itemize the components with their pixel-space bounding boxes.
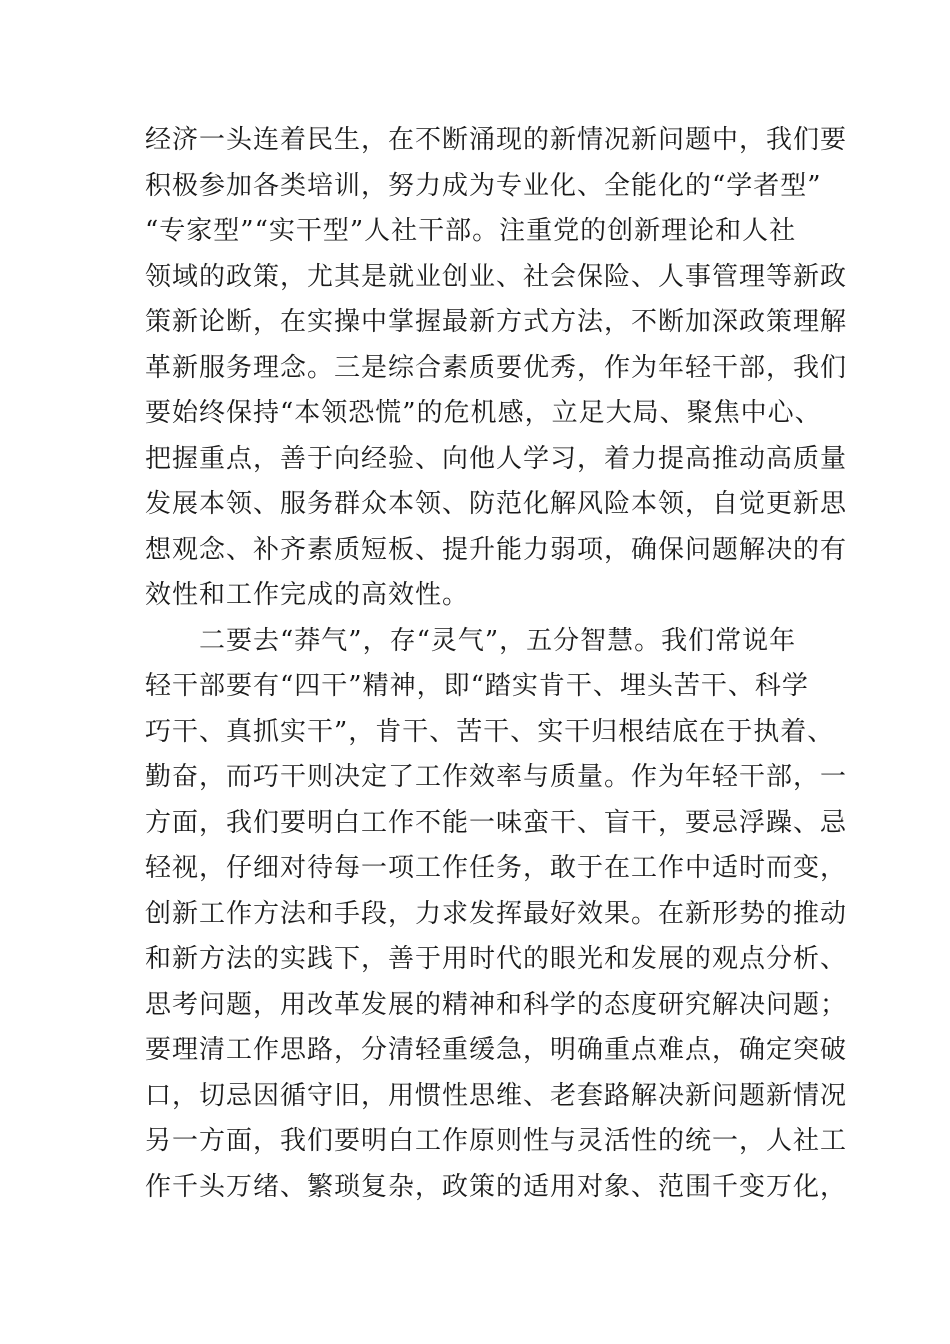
paragraph-start-line: 二要去“莽气”，存“灵气”，五分智慧。我们常说年 xyxy=(199,625,797,656)
text-line: 另一方面，我们要明白工作原则性与灵活性的统一，人社工 xyxy=(145,1126,848,1156)
text-line: 发展本领、服务群众本领、防范化解风险本领，自觉更新思 xyxy=(145,489,848,519)
text-line: 要始终保持“本领恐慌”的危机感，立足大局、聚焦中心、 xyxy=(145,398,822,428)
text-line: 思考问题，用改革发展的精神和科学的态度研究解决问题； xyxy=(145,989,848,1020)
text-line: 要理清工作思路，分清轻重缓急，明确重点难点，确定突破 xyxy=(145,1035,848,1065)
text-line: 把握重点，善于向经验、向他人学习，着力提高推动高质量 xyxy=(145,443,848,474)
text-line: 策新论断，在实操中掌握最新方式方法，不断加深政策理解 xyxy=(145,307,848,337)
text-line: 领域的政策，尤其是就业创业、社会保险、人事管理等新政 xyxy=(145,261,848,292)
text-line: 积极参加各类培训，努力成为专业化、全能化的“学者型” xyxy=(145,170,822,201)
text-line: 勤奋，而巧干则决定了工作效率与质量。作为年轻干部，一 xyxy=(145,762,848,792)
text-line: 创新工作方法和手段，力求发挥最好效果。在新形势的推动 xyxy=(145,898,848,929)
text-line: 巧干、真抓实干”，肯干、苦干、实干归根结底在于执着、 xyxy=(145,716,835,747)
text-line: 作千头万绪、繁琐复杂，政策的适用对象、范围千变万化， xyxy=(145,1171,848,1202)
text-line: 轻视，仔细对待每一项工作任务，敢于在工作中适时而变， xyxy=(145,853,848,883)
text-line: 革新服务理念。三是综合素质要优秀，作为年轻干部，我们 xyxy=(145,352,848,383)
text-line: 轻干部要有“四干”精神，即“踏实肯干、埋头苦干、科学 xyxy=(145,671,809,701)
text-line: 和新方法的实践下，善于用时代的眼光和发展的观点分析、 xyxy=(145,944,848,974)
text-line: 效性和工作完成的高效性。 xyxy=(145,580,470,610)
text-line: 口，切忌因循守旧，用惯性思维、老套路解决新问题新情况 xyxy=(145,1080,848,1111)
text-line: 经济一头连着民生，在不断涌现的新情况新问题中，我们要 xyxy=(145,125,848,155)
text-line: 想观念、补齐素质短板、提升能力弱项，确保问题解决的有 xyxy=(145,534,848,565)
text-line: 方面，我们要明白工作不能一味蛮干、盲干，要忌浮躁、忌 xyxy=(145,807,848,838)
text-line: “专家型”“实干型”人社干部。注重党的创新理论和人社 xyxy=(145,216,797,246)
body-text xyxy=(145,118,848,1210)
